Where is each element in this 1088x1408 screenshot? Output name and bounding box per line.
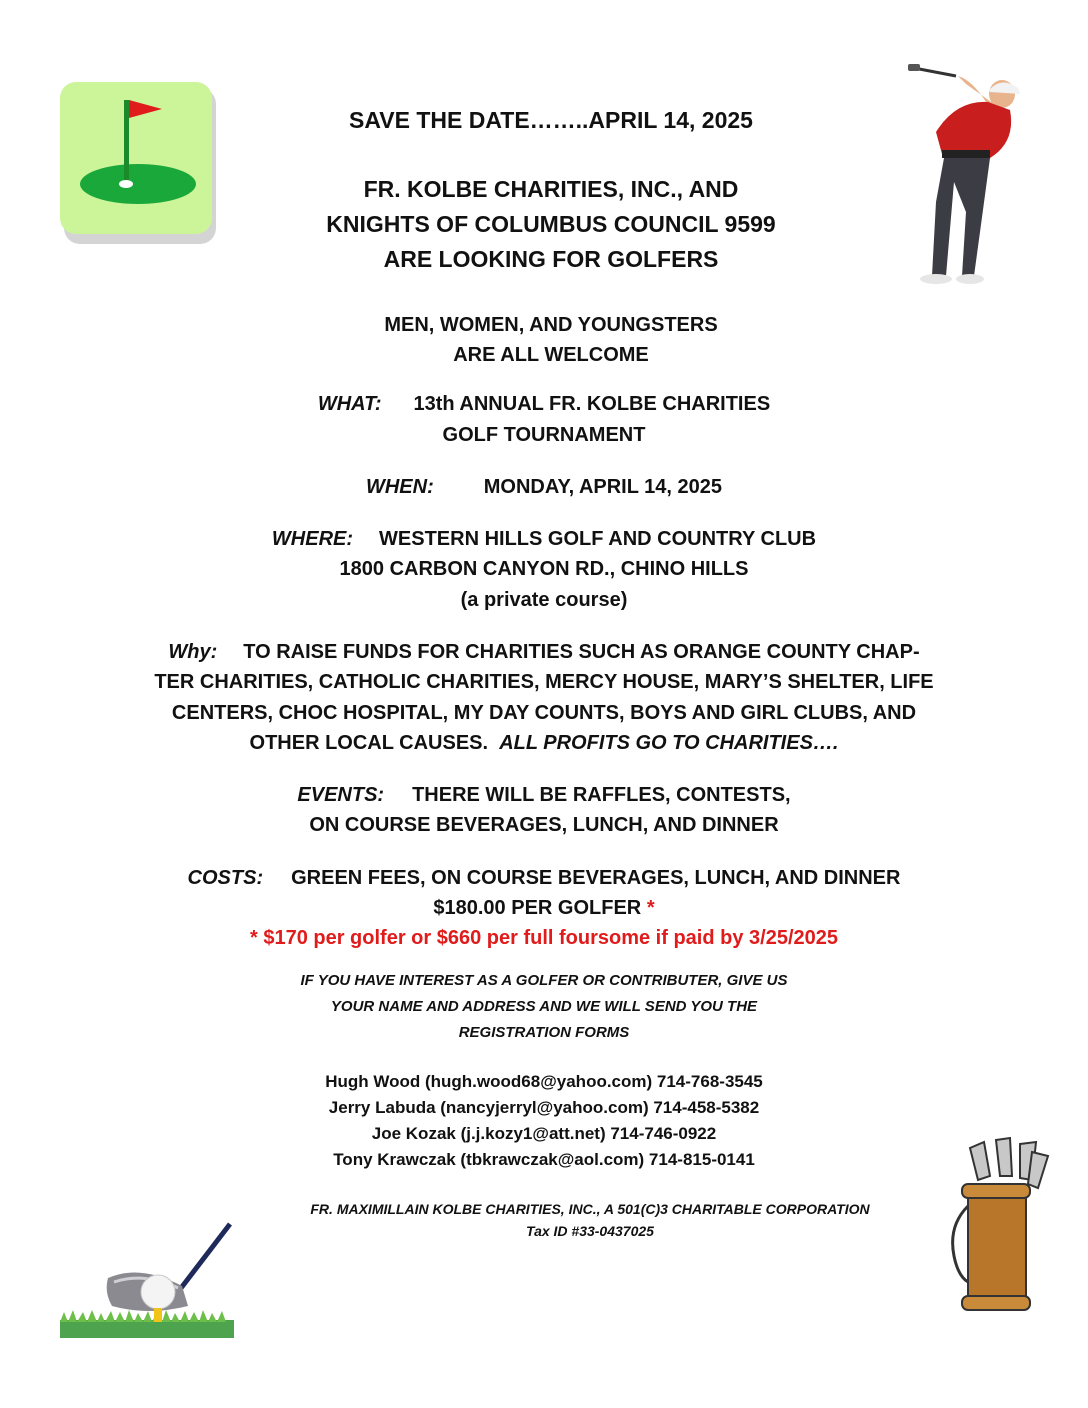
welcome-line-1: MEN, WOMEN, AND YOUNGSTERS [384,314,718,336]
where-line-3: (a private course) [460,589,628,611]
org-line-1: FR. KOLBE CHARITIES, INC., AND [363,176,739,202]
why-row [0,641,1088,664]
why-line-4: OTHER LOCAL CAUSES. [249,732,489,754]
costs-label: COSTS: [187,867,264,889]
why-line-2: TER CHARITIES, CATHOLIC CHARITIES, MERCY HOUSE, MARY’S SHELTER, LIFE [154,671,934,693]
contact-line: Tony Krawczak (tbkrawczak@aol.com) 714-815-0141 [333,1150,755,1169]
costs-price-row [0,897,1088,920]
save-the-date-heading: SAVE THE DATE……..APRIL 14, 2025 [349,107,753,133]
golf-driver-icon [60,1222,234,1338]
where-label: WHERE: [271,528,354,550]
events-row [0,784,1088,807]
org-line-3: ARE LOOKING FOR GOLFERS [383,246,719,272]
costs-asterisk: * [646,897,655,919]
contact-line: Jerry Labuda (nancyjerryl@yahoo.com) 714-458-5382 [328,1098,760,1117]
when-row [0,476,1088,499]
costs-discount: * $170 per golfer or $660 per full foursome if paid by 3/25/2025 [249,927,838,949]
events-line-2: ON COURSE BEVERAGES, LUNCH, AND DINNER [309,814,779,836]
events-line-1: THERE WILL BE RAFFLES, CONTESTS, [412,784,791,806]
contact-line: Hugh Wood (hugh.wood68@yahoo.com) 714-768-3545 [325,1072,763,1091]
costs-line-1: GREEN FEES, ON COURSE BEVERAGES, LUNCH, AND DINNER [291,867,901,889]
costs-price: $180.00 PER GOLFER [433,897,642,919]
what-row [0,393,1088,416]
where-line-1: WESTERN HILLS GOLF AND COUNTRY CLUB [379,528,817,550]
what-line-2: GOLF TOURNAMENT [442,424,646,446]
what-label: WHAT: [317,393,382,415]
what-line-1: 13th ANNUAL FR. KOLBE CHARITIES [413,393,771,415]
interest-line-3: REGISTRATION FORMS [458,1024,630,1041]
interest-line-1: IF YOU HAVE INTEREST AS A GOLFER OR CONTRIBUTER, GIVE US [300,972,788,989]
why-label: Why: [168,641,218,663]
when-label: WHEN: [365,476,434,498]
where-row [0,528,1088,551]
where-line-2: 1800 CARBON CANYON RD., CHINO HILLS [339,558,749,580]
contact-line: Joe Kozak (j.j.kozy1@att.net) 714-746-0922 [371,1124,717,1143]
welcome-line-2: ARE ALL WELCOME [453,344,649,366]
org-line-2: KNIGHTS OF COLUMBUS COUNCIL 9599 [326,211,776,237]
why-profits-note: ALL PROFITS GO TO CHARITIES…. [499,732,839,754]
interest-line-2: YOUR NAME AND ADDRESS AND WE WILL SEND YOU THE [330,998,758,1015]
events-label: EVENTS: [297,784,385,806]
footer-line-1: FR. MAXIMILLAIN KOLBE CHARITIES, INC., A 501(C)3 CHARITABLE CORPORATION [310,1201,870,1217]
why-line-1: TO RAISE FUNDS FOR CHARITIES SUCH AS ORANGE COUNTY CHAP- [243,641,920,663]
footer-tax-id: Tax ID #33-0437025 [526,1223,654,1239]
costs-row [0,867,1088,890]
why-line-3: CENTERS, CHOC HOSPITAL, MY DAY COUNTS, BOYS AND GIRL CLUBS, AND [171,702,917,724]
why-line-4-row [0,732,1088,755]
when-value: MONDAY, APRIL 14, 2025 [483,476,723,498]
